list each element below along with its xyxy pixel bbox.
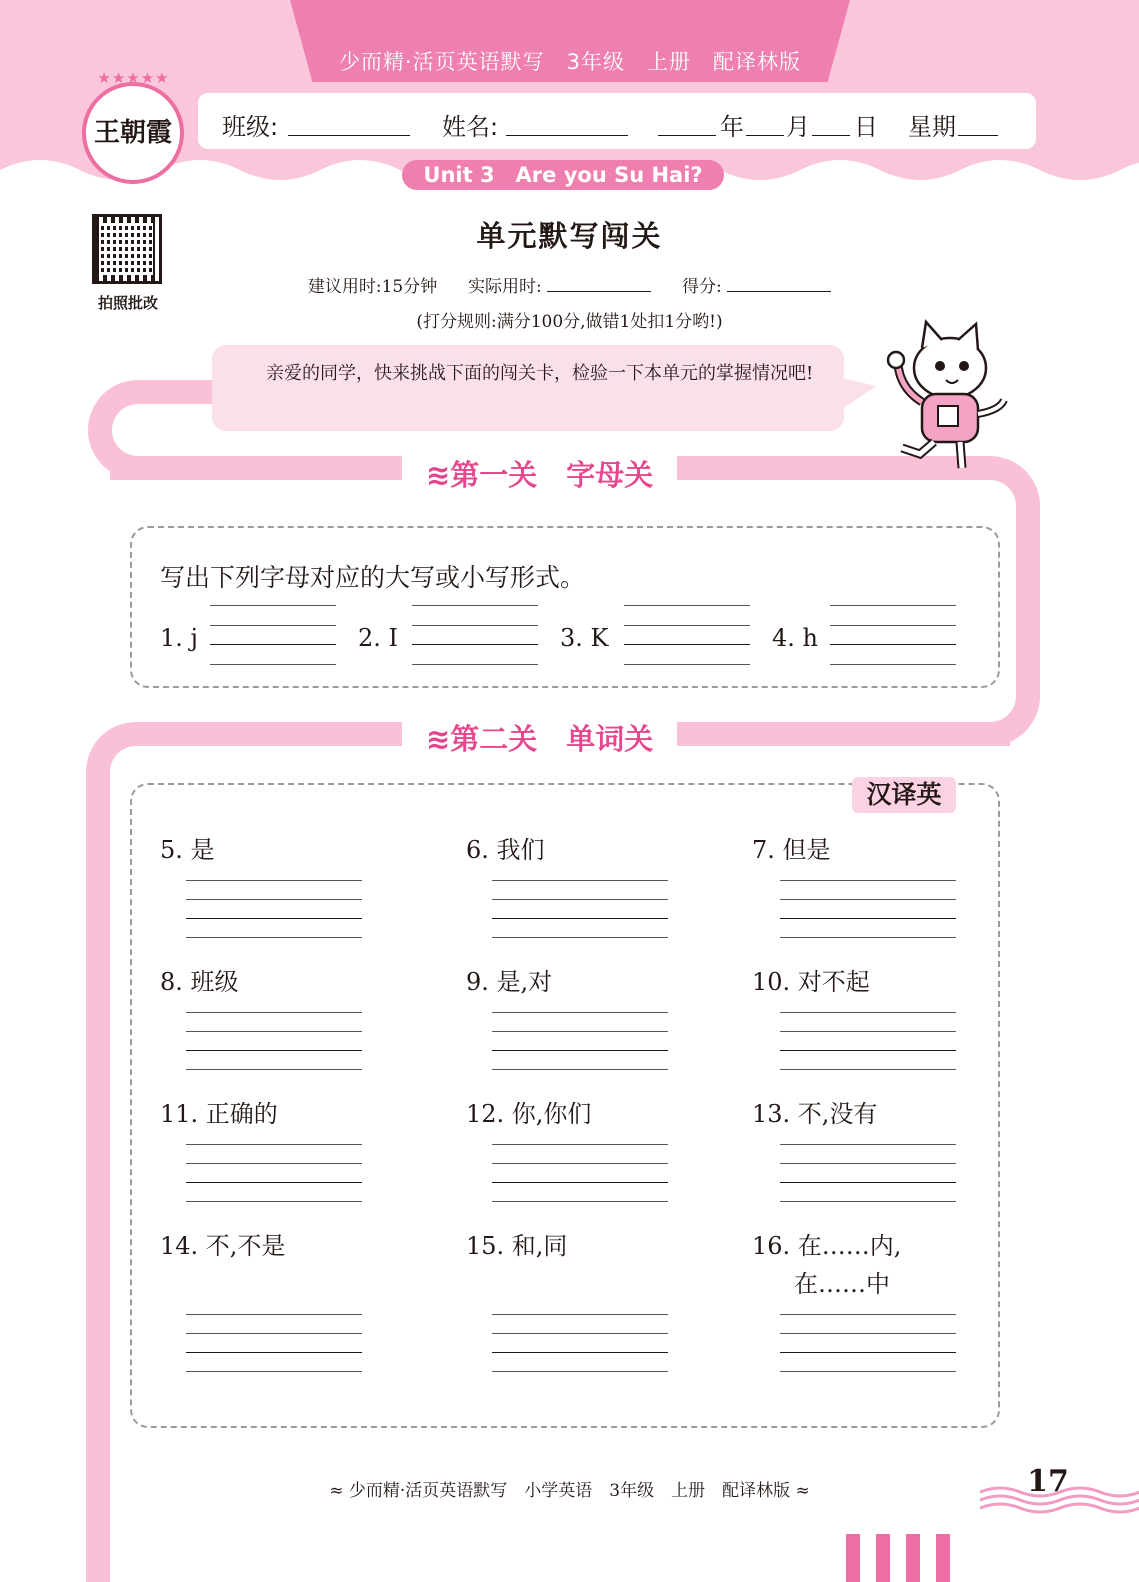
word-15-line-4[interactable] [492, 1371, 668, 1372]
word-15-line-2[interactable] [492, 1333, 668, 1334]
unit-title: Unit 3 Are you Su Hai? [402, 160, 724, 190]
bottom-bar-2 [876, 1534, 890, 1582]
letter-3-line-base[interactable] [624, 644, 750, 645]
word-5-line-2[interactable] [186, 899, 362, 900]
letter-2-line-top[interactable] [412, 605, 538, 606]
word-16-line-4[interactable] [780, 1371, 956, 1372]
year-label: 年 [720, 113, 744, 141]
word-12-line-3[interactable] [492, 1182, 668, 1183]
page-number: 17 [1027, 1464, 1069, 1499]
word-10-line-3[interactable] [780, 1050, 956, 1051]
letter-item-1: 1. j [160, 624, 198, 652]
logo-text: 王朝霞 [93, 118, 172, 148]
letter-1-line-top[interactable] [210, 605, 336, 606]
word-5-line-3[interactable] [186, 918, 362, 919]
qr-label: 拍照批改 [97, 294, 158, 312]
name-field[interactable] [506, 135, 628, 136]
letter-2-line-mid[interactable] [412, 625, 538, 626]
word-11-line-2[interactable] [186, 1163, 362, 1164]
weekday-field[interactable] [958, 135, 998, 136]
word-16-line-2[interactable] [780, 1333, 956, 1334]
word-8-line-2[interactable] [186, 1031, 362, 1032]
letter-2-line-bottom[interactable] [412, 664, 538, 665]
word-9-line-1[interactable] [492, 1012, 668, 1013]
bottom-bar-4 [936, 1534, 950, 1582]
word-16-line-3[interactable] [780, 1352, 956, 1353]
score-label: 得分: [681, 277, 722, 297]
letter-3-line-top[interactable] [624, 605, 750, 606]
word-item-11: 11. 正确的 [160, 1100, 278, 1128]
header-title: 少而精·活页英语默写 3年级 上册 配译林版 [338, 50, 802, 74]
letter-4-line-mid[interactable] [830, 625, 956, 626]
letter-1-line-bottom[interactable] [210, 664, 336, 665]
letter-item-4: 4. h [772, 624, 818, 652]
word-item-16: 16. 在……内, [752, 1232, 902, 1260]
class-label: 班级: [222, 113, 279, 141]
footer-text: ≈ 少而精·活页英语默写 小学英语 3年级 上册 配译林版 ≈ [329, 1481, 810, 1501]
day-field[interactable] [812, 135, 850, 136]
cat-mascot-icon [880, 318, 1010, 476]
student-info-bar [198, 93, 1036, 149]
word-7-line-3[interactable] [780, 918, 956, 919]
word-10-line-2[interactable] [780, 1031, 956, 1032]
suggested-time: 建议用时:15分钟 [307, 277, 438, 297]
year-field[interactable] [658, 135, 716, 136]
section2-title: ≋第二关 单词关 [402, 717, 677, 761]
word-item-8: 8. 班级 [160, 968, 239, 996]
letter-1-line-base[interactable] [210, 644, 336, 645]
word-7-line-4[interactable] [780, 937, 956, 938]
letter-4-line-base[interactable] [830, 644, 956, 645]
word-6-line-4[interactable] [492, 937, 668, 938]
word-11-line-4[interactable] [186, 1201, 362, 1202]
letter-3-line-bottom[interactable] [624, 664, 750, 665]
word-14-line-3[interactable] [186, 1352, 362, 1353]
speech-tail [838, 372, 878, 432]
word-9-line-2[interactable] [492, 1031, 668, 1032]
letter-4-line-bottom[interactable] [830, 664, 956, 665]
word-item-16-line2: 在……中 [794, 1270, 890, 1298]
month-label: 月 [786, 113, 810, 141]
translate-tag: 汉译英 [852, 777, 956, 813]
word-15-line-3[interactable] [492, 1352, 668, 1353]
word-10-line-1[interactable] [780, 1012, 956, 1013]
word-9-line-3[interactable] [492, 1050, 668, 1051]
word-13-line-4[interactable] [780, 1201, 956, 1202]
letter-item-2: 2. I [358, 624, 399, 652]
actual-time-field[interactable] [547, 291, 651, 292]
word-item-14: 14. 不,不是 [160, 1232, 286, 1260]
word-11-line-1[interactable] [186, 1144, 362, 1145]
section1-title: ≋第一关 字母关 [402, 453, 677, 497]
word-6-line-3[interactable] [492, 918, 668, 919]
word-15-line-1[interactable] [492, 1314, 668, 1315]
word-item-5: 5. 是 [160, 836, 215, 864]
word-14-line-4[interactable] [186, 1371, 362, 1372]
weekday-label: 星期 [908, 113, 956, 141]
word-13-line-2[interactable] [780, 1163, 956, 1164]
word-13-line-1[interactable] [780, 1144, 956, 1145]
letter-3-line-mid[interactable] [624, 625, 750, 626]
actual-time-label: 实际用时: [468, 277, 542, 297]
word-11-line-3[interactable] [186, 1182, 362, 1183]
word-12-line-2[interactable] [492, 1163, 668, 1164]
word-item-7: 7. 但是 [752, 836, 831, 864]
word-8-line-4[interactable] [186, 1069, 362, 1070]
word-14-line-1[interactable] [186, 1314, 362, 1315]
word-item-12: 12. 你,你们 [466, 1100, 592, 1128]
section1-instruction: 写出下列字母对应的大写或小写形式。 [160, 563, 586, 592]
word-9-line-4[interactable] [492, 1069, 668, 1070]
letter-4-line-top[interactable] [830, 605, 956, 606]
letter-1-line-mid[interactable] [210, 625, 336, 626]
word-12-line-4[interactable] [492, 1201, 668, 1202]
word-7-line-1[interactable] [780, 880, 956, 881]
name-label: 姓名: [442, 113, 499, 141]
word-14-line-2[interactable] [186, 1333, 362, 1334]
score-rule: (打分规则:满分100分,做错1处扣1分哟!) [416, 312, 723, 332]
word-item-9: 9. 是,对 [466, 968, 553, 996]
score-field[interactable] [727, 291, 831, 292]
word-item-10: 10. 对不起 [752, 968, 870, 996]
class-field[interactable] [288, 135, 410, 136]
day-label: 日 [854, 113, 878, 141]
word-10-line-4[interactable] [780, 1069, 956, 1070]
word-8-line-1[interactable] [186, 1012, 362, 1013]
bottom-bar-3 [906, 1534, 920, 1582]
speech-text: 亲爱的同学，快来挑战下面的闯关卡，检验一下本单元的掌握情况吧! [266, 363, 814, 384]
word-8-line-3[interactable] [186, 1050, 362, 1051]
letter-item-3: 3. K [560, 624, 609, 652]
word-item-6: 6. 我们 [466, 836, 545, 864]
word-6-line-1[interactable] [492, 880, 668, 881]
logo-stars: ★★★★★ [97, 69, 170, 87]
word-13-line-3[interactable] [780, 1182, 956, 1183]
letter-2-line-base[interactable] [412, 644, 538, 645]
word-6-line-2[interactable] [492, 899, 668, 900]
bottom-bar-1 [846, 1534, 860, 1582]
word-12-line-1[interactable] [492, 1144, 668, 1145]
page-title: 单元默写闯关 [476, 219, 663, 253]
time-score-row [0, 272, 1139, 297]
month-field[interactable] [746, 135, 784, 136]
word-7-line-2[interactable] [780, 899, 956, 900]
word-16-line-1[interactable] [780, 1314, 956, 1315]
word-item-13: 13. 不,没有 [752, 1100, 878, 1128]
word-item-15: 15. 和,同 [466, 1232, 568, 1260]
word-5-line-1[interactable] [186, 880, 362, 881]
road-band-3 [86, 830, 110, 1582]
word-5-line-4[interactable] [186, 937, 362, 938]
